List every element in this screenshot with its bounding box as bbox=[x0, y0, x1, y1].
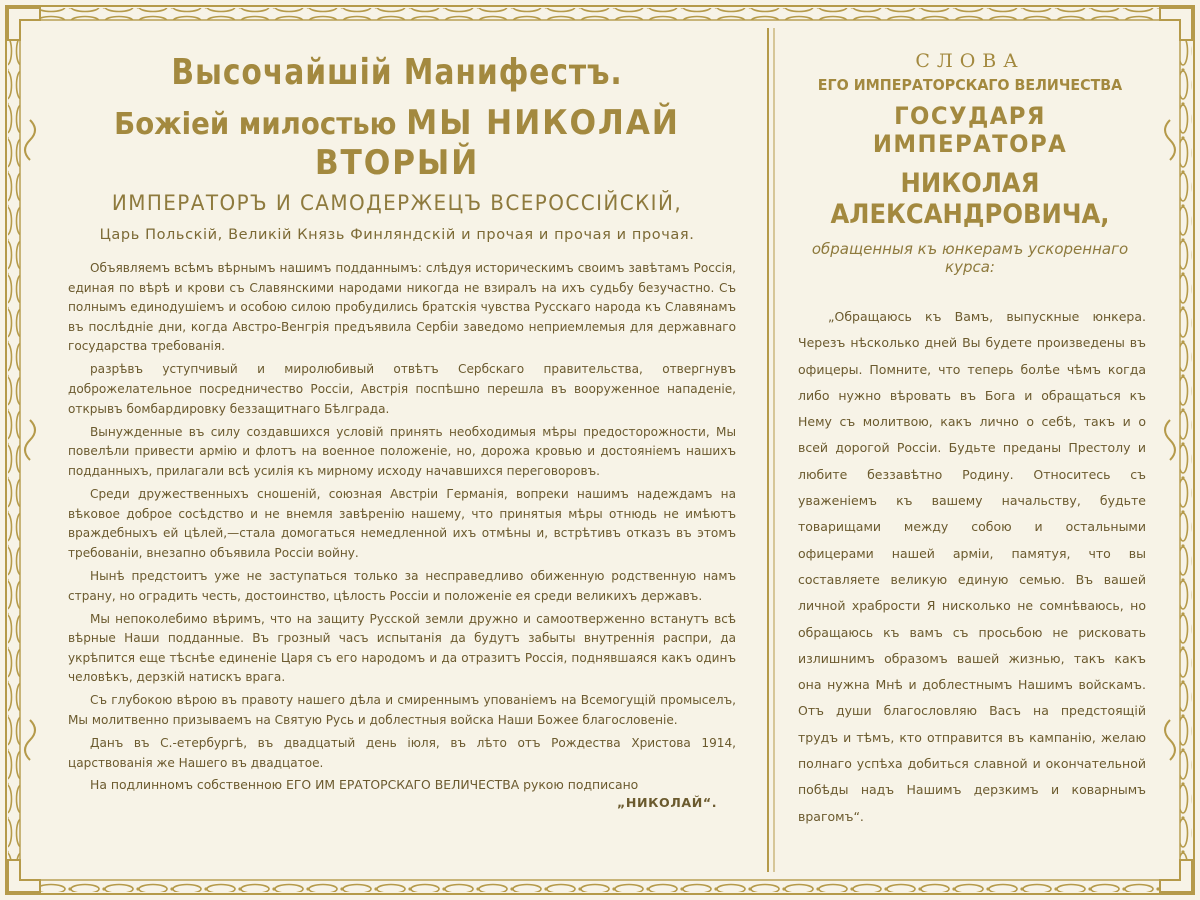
speech-title-1: СЛОВА bbox=[915, 50, 1025, 72]
speech-title-3: ГОСУДАРЯ ИМПЕРАТОРА bbox=[872, 102, 1068, 158]
manifesto-body bbox=[52, 259, 742, 773]
manifesto-paragraph: Среди дружественныхъ сношеній, союзная Австріи Германія, вопреки нашимъ надеждамъ на вѣковое доброе сосѣдство и не внемля завѣренію нашему, что принятыя мѣры отнюдь не имѣютъ враждебныхъ ей цѣлей,—стала домогаться немедленной ихъ отмѣны и, встрѣтивъ отказъ въ этомъ требованіи, внезапно объявила Россіи войну. bbox=[68, 487, 736, 560]
manifesto-paragraph: Съ глубокою вѣрою въ правоту нашего дѣла и смиреннымъ упованіемъ на Всемогущій промыселъ, Мы молитвенно призываемъ на Святую Русь и доблестныя войска Наши Божее благословеніе. bbox=[68, 693, 736, 728]
manifesto-paragraph: Мы непоколебимо вѣримъ, что на защиту Русской земли дружно и самоотверженно встанутъ всѣ вѣрные Наши подданные. Въ грозный часъ испытанія да будутъ забыты внутреннія распри, да укрѣпится еще тѣснѣе единеніе Царя съ его народомъ и да отразитъ Россія, поднявшаяся какъ одинъ человѣкъ, дерзкій натискъ врага. bbox=[68, 611, 736, 685]
speech-title-4: НИКОЛАЯ АЛЕКСАНДРОВИЧА, bbox=[830, 168, 1110, 230]
manifesto-paragraph: Вынужденные въ силу создавшихся условій принять необходимыя мѣры предосторожности, Мы повелѣли привести армію и флотъ на военное положеніе, но, дорожа кровью и достояніемъ нашихъ подданныхъ, прилагали всѣ усилія къ мирному исходу начавшихся переговоровъ. bbox=[68, 424, 736, 478]
signature-line: На подлинномъ собственною ЕГО ИМ ЕРАТОРСКАГО ВЕЛИЧЕСТВА рукою подписано bbox=[90, 777, 639, 793]
signature-name: „НИКОЛАЙ“. bbox=[617, 795, 718, 811]
manifesto-paragraph: Нынѣ предстоитъ уже не заступаться только за несправедливо обиженную родственную намъ страну, но оградить честь, достоинство, цѣлость Россіи и положеніе ея среди великихъ державъ. bbox=[68, 568, 736, 603]
speech-panel bbox=[790, 40, 1150, 870]
speech-title-2: ЕГО ИМПЕРАТОРСКАГО ВЕЛИЧЕСТВА bbox=[817, 76, 1123, 94]
speech-body bbox=[790, 304, 1150, 830]
manifesto-paragraph: Данъ въ С.-етербургѣ, въ двадцатый день іюля, въ лѣто отъ Рождества Христова 1914, царствованія же Нашего въ двадцатое. bbox=[68, 736, 736, 770]
manifesto-paragraph: Объявляемъ всѣмъ вѣрнымъ нашимъ подданнымъ: слѣдуя историческимъ своимъ завѣтамъ Россія, единая по вѣрѣ и крови съ Славянскими народами никогда не взиралъ на ихъ судьбу безучастно. Съ полнымъ единодушіемъ и особою силою пробудились братскія чувства Русскаго народа къ Славянамъ въ послѣдніе дни, когда Австро-Венгрія предъявила Сербіи заведомо неприемлемыя для державнаго государства требованія. bbox=[68, 261, 736, 354]
speech-paragraph: „Обращаюсь къ Вамъ, выпускные юнкера. Черезъ нѣсколько дней Вы будете произведены въ офицеры. Помните, что теперь болѣе чѣмъ когда либо нужно вѣровать въ Бога и обращаться къ Нему съ молитвою, какъ лично о себѣ, такъ и о всей дорогой Россіи. Будьте преданы Престолу и любите беззавѣтно Родину. Относитесь съ уваженіемъ къ вашему начальству, будьте товарищами между собою и остальными офицерами нашей арміи, памятуя, что вы составляете великую единую семью. Въ вашей личной храбрости Я нисколько не сомнѣваюсь, но обращаюсь къ вамъ съ просьбою не рисковать излишнимъ образомъ вашей жизнью, такъ какъ она нужна Мнѣ и доблестнымъ Нашимъ войскамъ. Отъ души благословляю Васъ на предстоящій трудъ и тѣмъ, кто отправится въ кампанію, желаю полнаго успѣха добиться славной и окончательной побѣды надъ Нашимъ дерзкимъ и коварнымъ врагомъ“. bbox=[798, 309, 1146, 824]
speech-title-5: обращенныя къ юнкерамъ ускореннаго курса: bbox=[811, 240, 1129, 276]
manifesto-panel bbox=[52, 40, 742, 870]
subtitle-prefix: Божіей милостью bbox=[114, 107, 397, 142]
manifesto-subtitle-3: Царь Польскій, Великій Князь Финляндскій и прочая и прочая и прочая. bbox=[99, 227, 695, 243]
manifesto-paragraph: разрѣвъ уступчивый и миролюбивый отвѣтъ Сербскаго правительства, отвергнувъ доброжелательное посредничество Россіи, Австрія поспѣшно перешла въ вооруженное нападеніе, открывъ бомбардировку беззащитнаго Бѣлграда. bbox=[68, 362, 736, 416]
manifesto-title: Высочайшій Манифестъ. bbox=[171, 52, 623, 93]
manifesto-subtitle bbox=[80, 103, 715, 183]
subtitle-name: МЫ НИКОЛАЙ ВТОРЫЙ bbox=[314, 103, 680, 183]
manifesto-subtitle-2: ИМПЕРАТОРЪ И САМОДЕРЖЕЦЪ ВСЕРОССІЙСКІЙ, bbox=[111, 191, 683, 215]
